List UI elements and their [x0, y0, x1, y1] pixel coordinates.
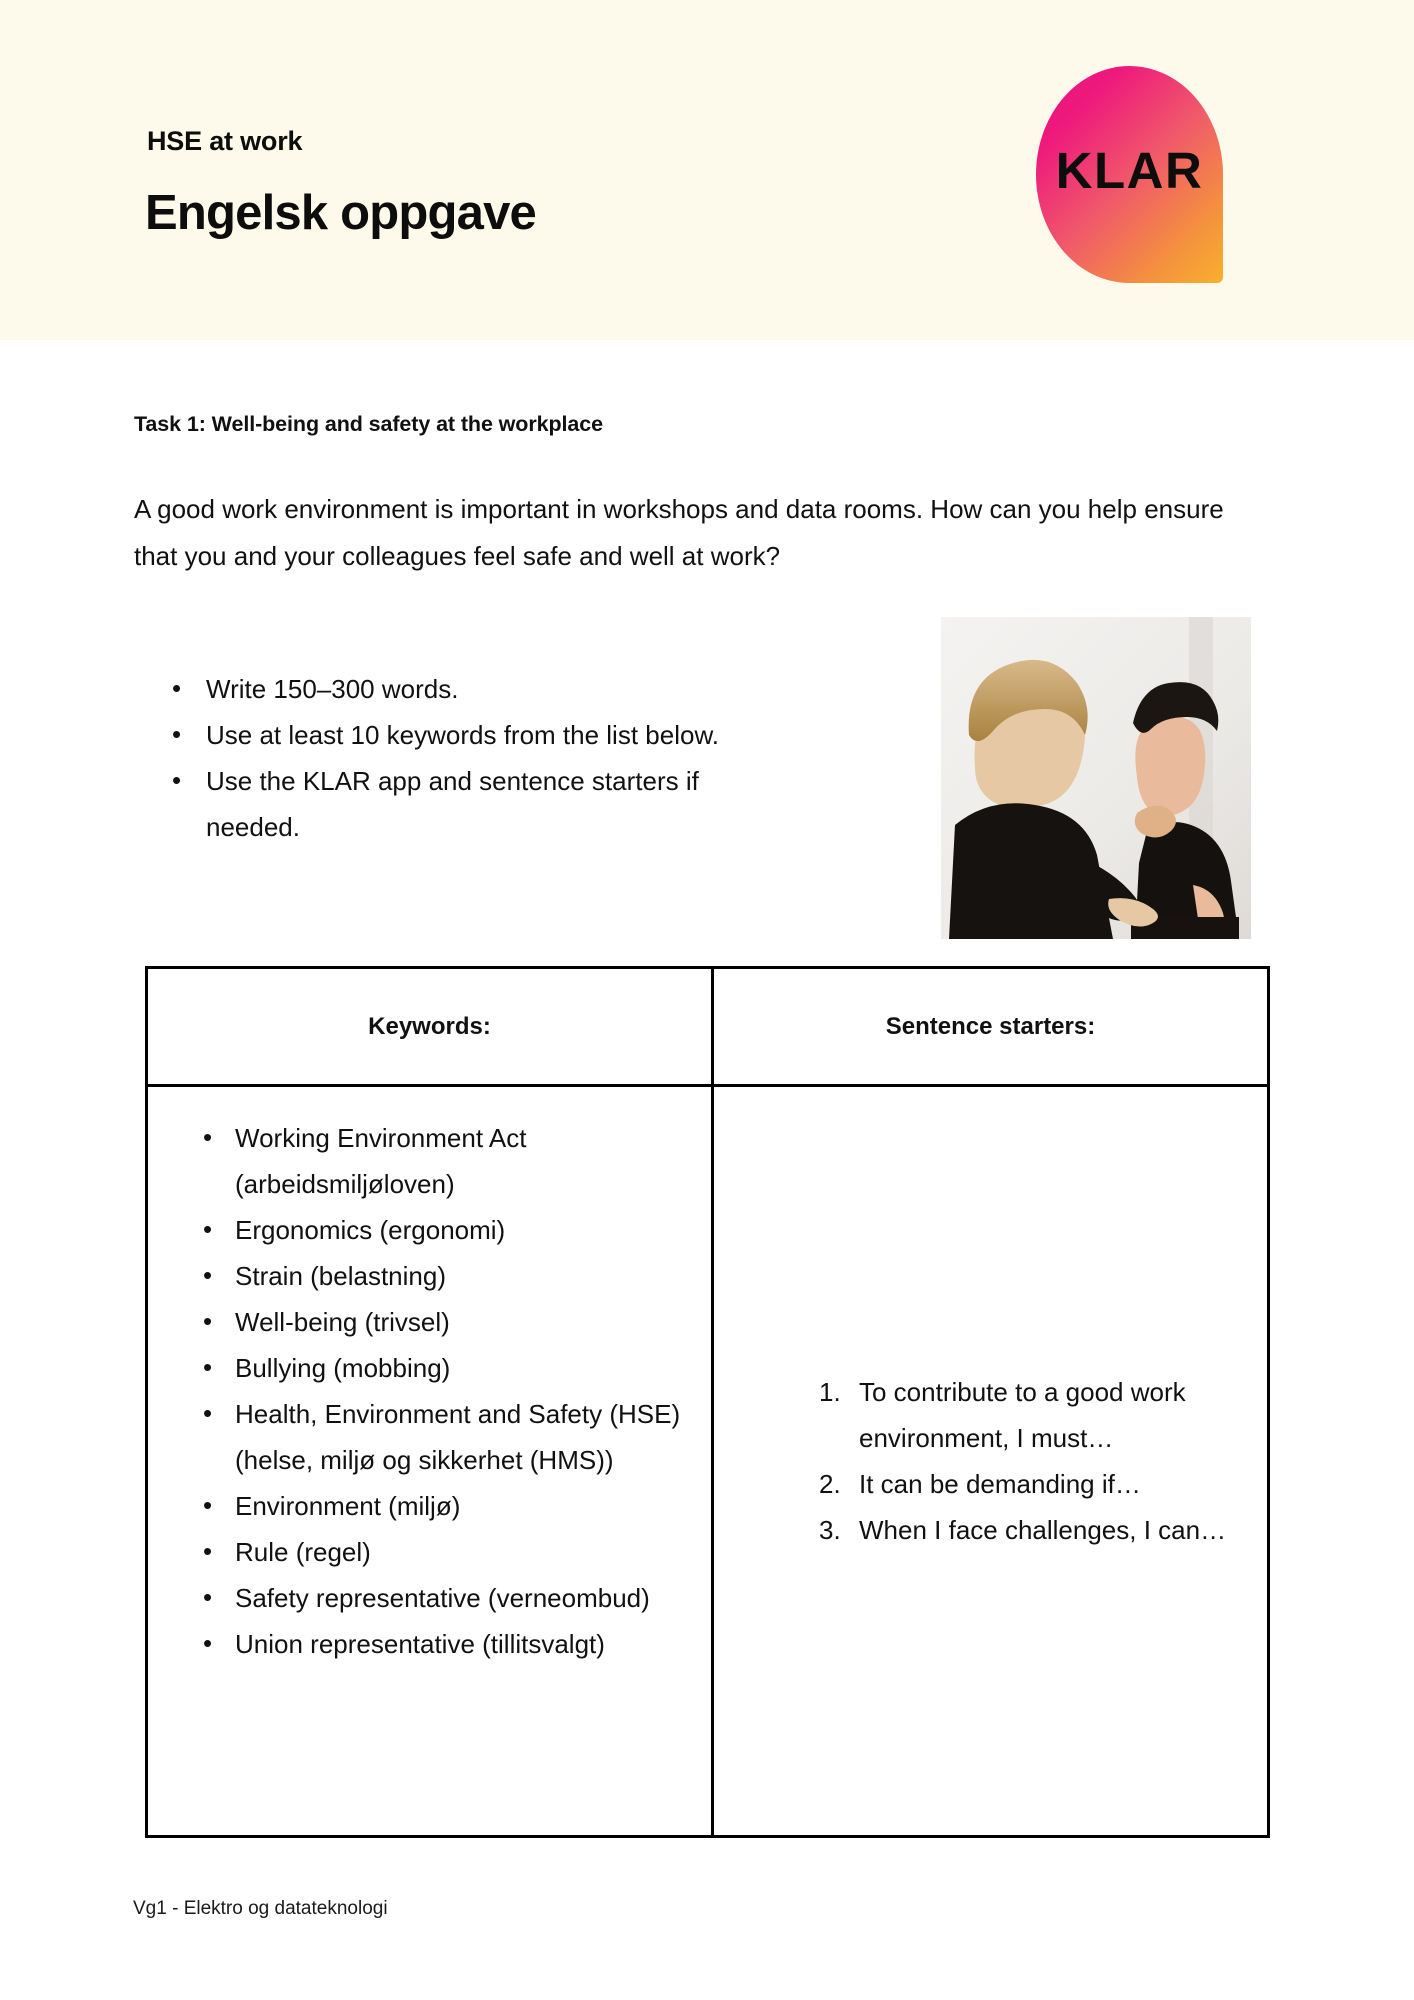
list-item	[819, 1507, 1249, 1553]
list-item-number: 1.	[819, 1377, 841, 1407]
klar-logo	[1036, 66, 1223, 283]
table-body-row	[148, 1087, 1267, 1835]
list-item	[819, 1461, 1249, 1507]
table-cell-keywords	[148, 1087, 714, 1835]
header-eyebrow: HSE at work	[147, 126, 303, 156]
list-item-number: 2.	[819, 1469, 841, 1499]
intro-paragraph: A good work environment is important in workshops and data rooms. How can you help ensure that you and your colleagues feel safe and well at work?	[134, 494, 1224, 571]
table-cell-sentence-starters	[714, 1087, 1267, 1835]
scenario-photo	[941, 617, 1251, 939]
list-item: • Strain (belastning)	[193, 1253, 693, 1299]
keyword-list	[193, 1115, 693, 1667]
list-item: • Rule (regel)	[193, 1529, 693, 1575]
list-item-text: When I face challenges, I can…	[859, 1515, 1227, 1545]
table-header-row	[148, 969, 1267, 1087]
page-title: Engelsk oppgave	[145, 186, 537, 240]
list-item	[819, 1369, 1249, 1461]
footer-text: Vg1 - Elektro og datateknologi	[133, 1898, 388, 1919]
task-heading: Task 1: Well-being and safety at the workplace	[134, 412, 603, 436]
sentence-starter-list	[819, 1087, 1249, 1835]
table-header-sentence-starters: Sentence starters:	[885, 1012, 1096, 1040]
list-item: • Union representative (tillitsvalgt)	[193, 1621, 693, 1667]
list-item: • Health, Environment and Safety (HSE) (helse, miljø og sikkerhet (HMS))	[193, 1391, 693, 1483]
intro-bullet-list	[160, 666, 760, 850]
table-header-keywords: Keywords:	[148, 969, 714, 1084]
list-item: • Bullying (mobbing)	[193, 1345, 693, 1391]
photo-illustration	[941, 617, 1251, 939]
list-item-number: 3.	[819, 1515, 841, 1545]
list-item: • Well-being (trivsel)	[193, 1299, 693, 1345]
list-item: • Use the KLAR app and sentence starters if needed.	[160, 758, 760, 850]
list-item: • Working Environment Act (arbeidsmiljøloven)	[193, 1115, 693, 1207]
list-item: • Safety representative (verneombud)	[193, 1575, 693, 1621]
list-item: • Ergonomics (ergonomi)	[193, 1207, 693, 1253]
klar-logo-text: KLAR	[1055, 142, 1204, 199]
list-item: • Environment (miljø)	[193, 1483, 693, 1529]
list-item: • Use at least 10 keywords from the list below.	[160, 712, 760, 758]
list-item-text: It can be demanding if…	[859, 1469, 1141, 1499]
list-item: • Write 150–300 words.	[160, 666, 760, 712]
list-item-text: To contribute to a good work environment, I must…	[859, 1377, 1186, 1453]
keywords-table	[145, 966, 1270, 1838]
